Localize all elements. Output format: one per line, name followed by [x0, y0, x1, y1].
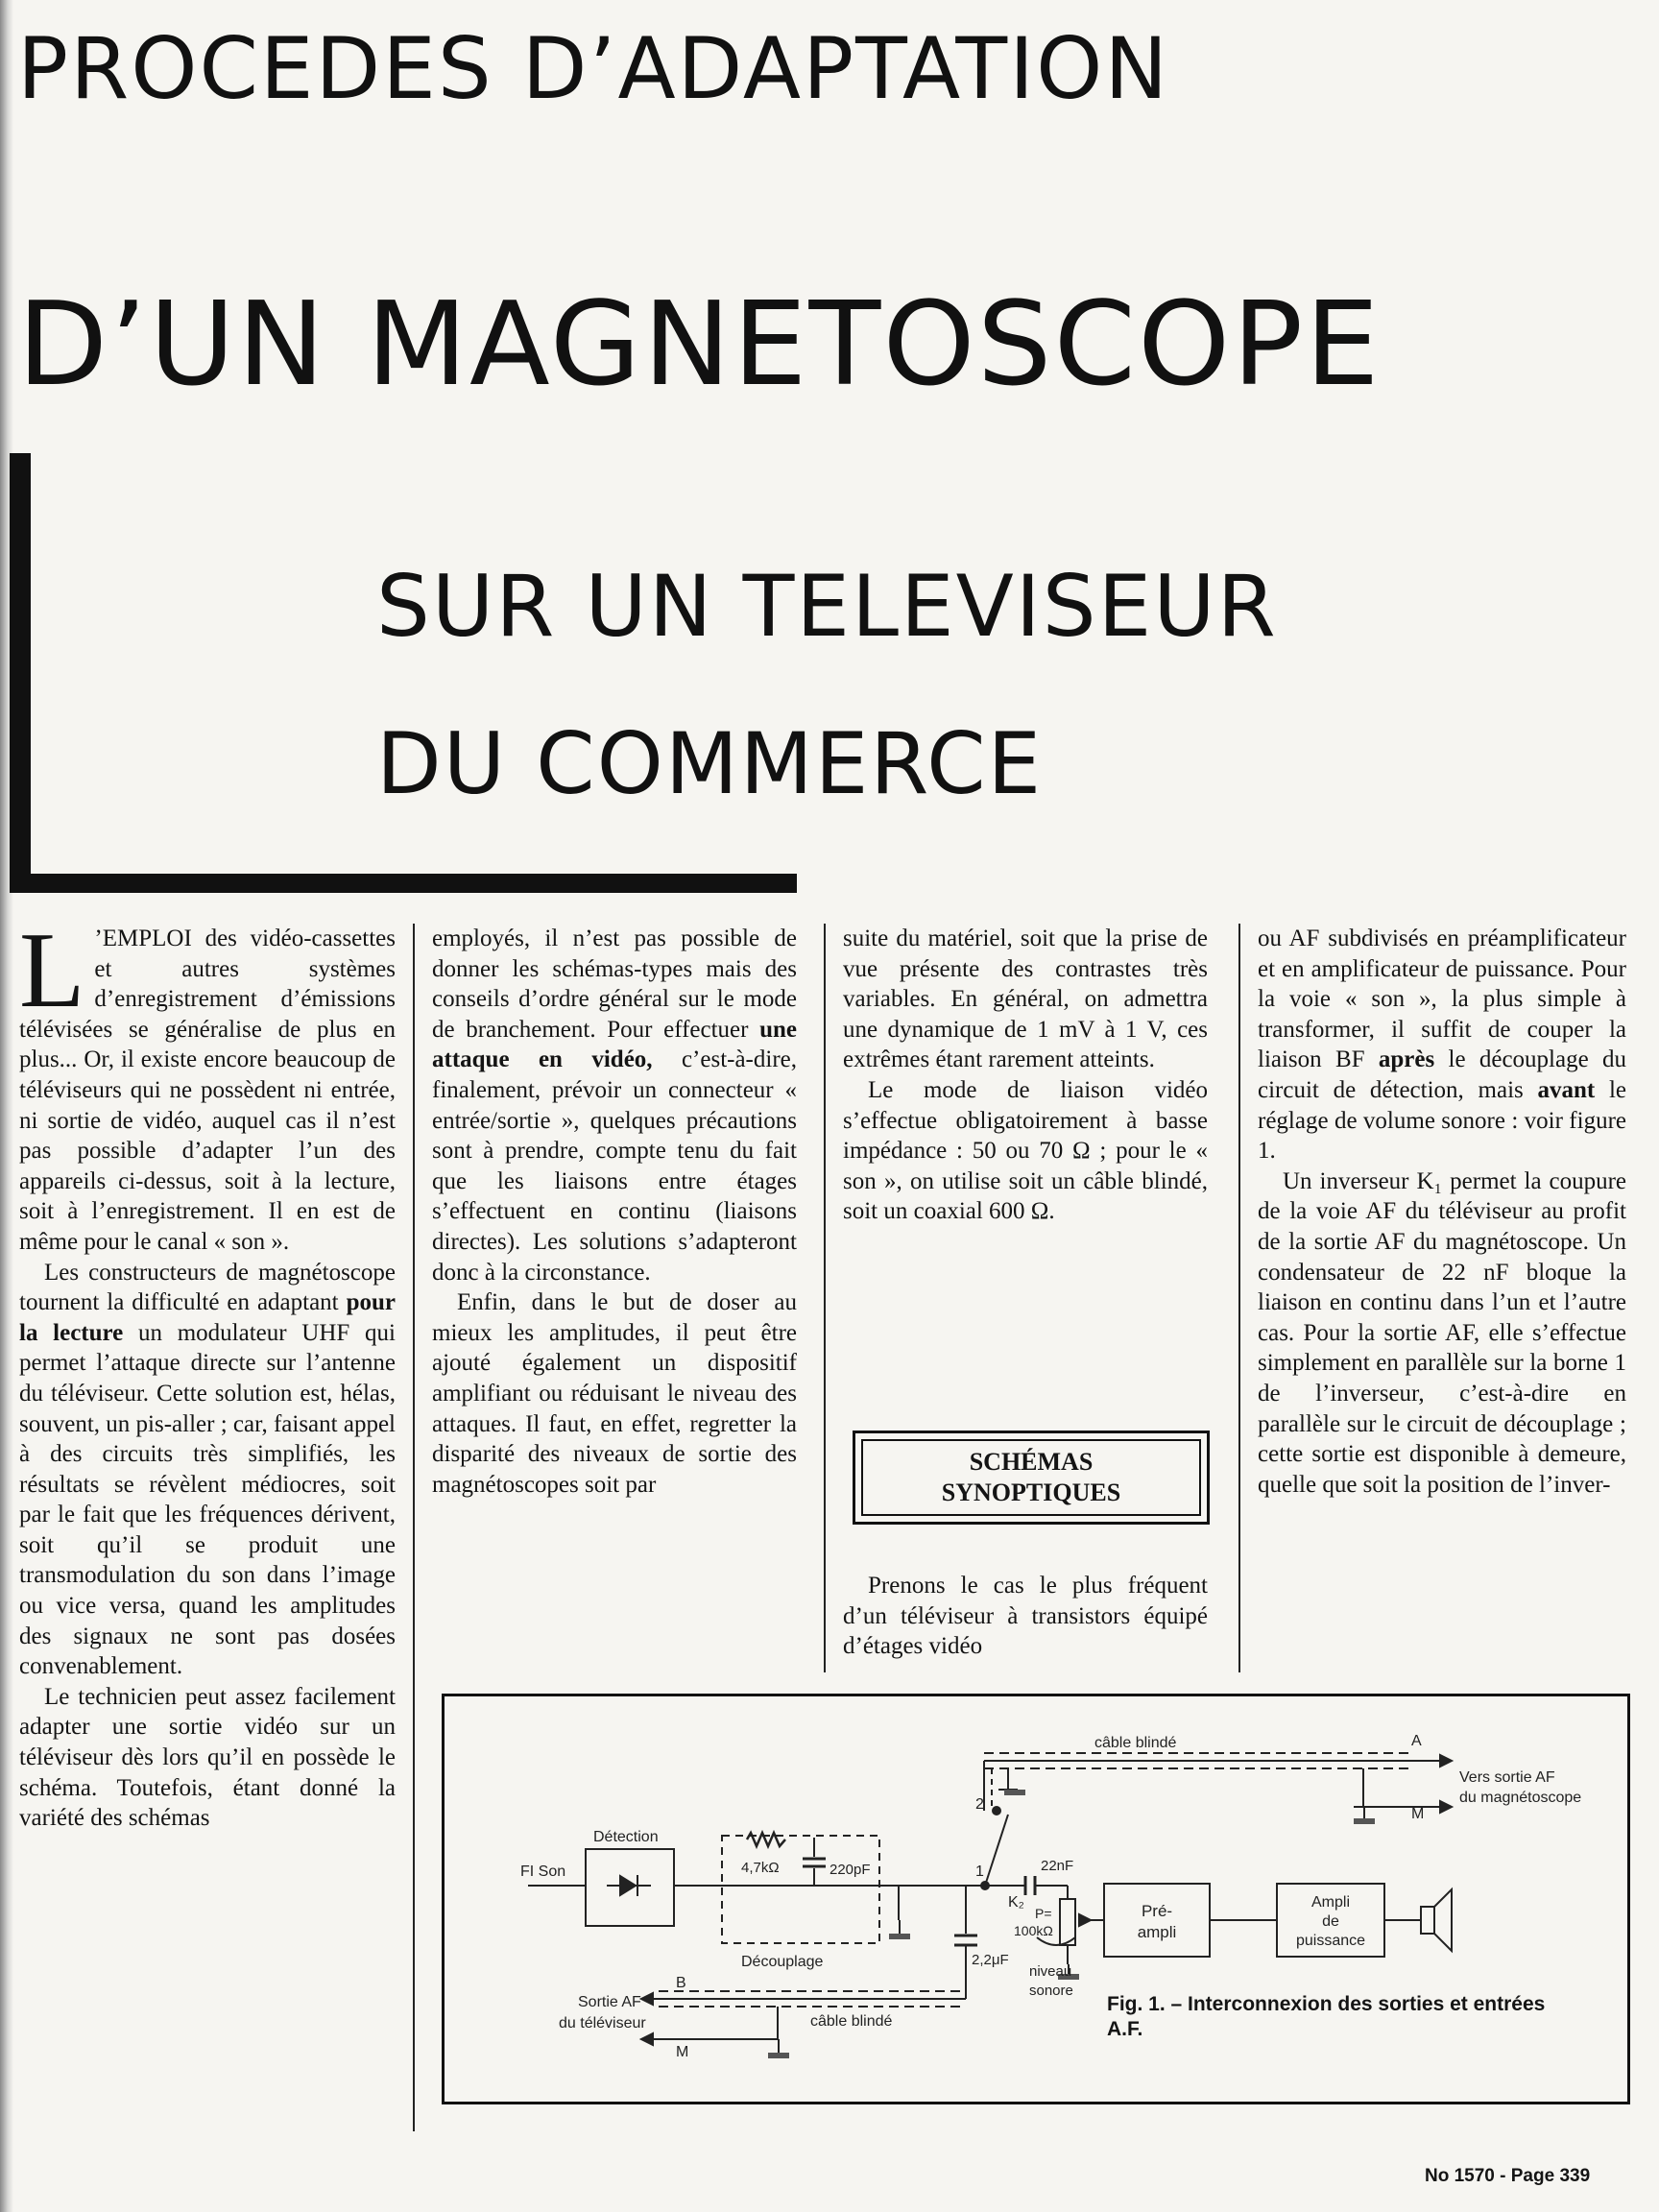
label-position-1: 1: [975, 1863, 984, 1880]
label-cable-top: câble blindé: [1094, 1735, 1177, 1751]
col4-paragraph-2: Un inverseur K₁ permet la coupure de la voie AF du téléviseur au profit de la sortie AF du magnétoscope. Un condensateur de 22 nF bloque la liaison en continu dans l’un et l’autre cas. Pour la sortie AF, elle s’effectue simplement en parallèle sur la borne 1 de l’inverseur, c’est-à-dire en parallèle sur le circuit de découplage ; cette sortie est disponible à demeure, quelle que soit la position de l’inver-: [1258, 1167, 1626, 1498]
col1-paragraph-3: Le technicien peut assez facilement adapter une sortie vidéo sur un téléviseur dès lors qu’il en possède le schéma. Toutefois, étant donné la variété des schémas: [19, 1683, 396, 1832]
title-line-4: DU COMMERCE: [376, 714, 1044, 813]
col1-p2-text-a: Les constructeurs de magnétoscope tournent la difficulté en adaptant: [19, 1259, 396, 1316]
label-niveau-1: niveau: [1029, 1963, 1072, 1980]
column-rule-3: [1238, 924, 1240, 1672]
label-pot-1: P=: [1035, 1906, 1052, 1921]
title-bracket-horizontal: [10, 874, 797, 893]
col3-paragraph-2: Le mode de liaison vidéo s’effectue obligatoirement à basse impédance : 50 ou 70 Ω ; pour le « son », on utilise soit un câble blindé, soit un coaxial 600 Ω.: [843, 1076, 1208, 1225]
label-resistor: 4,7kΩ: [741, 1860, 780, 1876]
label-k2: K₂: [1008, 1894, 1024, 1911]
column-2: [432, 924, 797, 1500]
col3-paragraph-1: suite du matériel, soit que la prise de vue présente des contrastes très variables. En général, on admettra une dynamique de 1 mV à 1 V, ces extrêmes étant rarement atteints.: [843, 926, 1208, 1073]
label-ampli-2: de: [1322, 1913, 1339, 1930]
column-rule-1: [413, 924, 415, 2131]
label-capacitor-22nf: 22nF: [1041, 1858, 1074, 1874]
col4-p1-text-a: ou AF subdivisés en préamplificateur et en amplificateur de puissance. Pour la voie « son », la plus simple à transformer, il suffit de couper la liaison BF: [1258, 926, 1626, 1073]
label-capacitor-220pf: 220pF: [830, 1862, 871, 1878]
title-line-1: PROCEDES D’ADAPTATION: [17, 19, 1170, 118]
label-decouplage: Découplage: [741, 1954, 824, 1970]
label-preampli-2: ampli: [1137, 1923, 1177, 1941]
col1-paragraph-1: [19, 911, 396, 1258]
col3-paragraph-3: Prenons le cas le plus fréquent d’un téléviseur à transistors équipé d’étages vidéo: [843, 1573, 1208, 1660]
section-heading-line-1: SCHÉMAS: [969, 1448, 1094, 1476]
figure-caption-line-2: A.F.: [1107, 2018, 1143, 2040]
drop-cap: L: [19, 911, 85, 1030]
label-detection: Détection: [593, 1829, 659, 1845]
circuit-diagram: [442, 1694, 1630, 2104]
label-vers-line2: du magnétoscope: [1459, 1790, 1582, 1806]
col1-p1-text: ’EMPLOI des vidéo-cassettes et autres systèmes d’enregistrement d’émissions télévisées se généralise de plus en plus... Or, il existe encore beaucoup de téléviseurs qui ne possèdent ni entrée, ni sortie de vidéo, auquel cas il n’est pas possible d’adapter l’un des appareils ci-dessus, soit à la lecture, soit à l’enregistrement. Il en est de même pour le canal « son ».: [19, 926, 396, 1255]
figure-caption-line-1: Fig. 1. – Interconnexion des sorties et entrées: [1107, 1993, 1546, 2015]
col4-p1-text-b: le découplage du circuit de détection, mais: [1258, 1046, 1627, 1103]
figure-caption: [1107, 1992, 1625, 2042]
label-preampli-1: Pré-: [1141, 1902, 1173, 1920]
title-bracket-vertical: [10, 453, 31, 893]
col1-paragraph-2: [19, 1258, 396, 1682]
title-line-3: SUR UN TELEVISEUR: [376, 557, 1278, 656]
label-niveau-2: sonore: [1029, 1983, 1073, 1999]
col2-paragraph-1: [432, 924, 797, 1287]
label-ampli-3: puissance: [1295, 1933, 1366, 1949]
column-3-continued: [843, 1571, 1208, 1662]
col1-p2-bold: pour la lecture: [19, 1289, 396, 1346]
label-sortie-2: du téléviseur: [559, 2015, 646, 2032]
column-3: [843, 924, 1208, 1227]
col2-p1-text-a: employés, il n’est pas possible de donner les schémas-types mais des conseils d’ordre général sur le mode de branchement. Pour effectuer: [432, 926, 797, 1043]
col4-p1-bold-1: après: [1378, 1046, 1435, 1073]
col2-p1-bold: une attaque en vidéo,: [432, 1016, 797, 1073]
label-ampli-1: Ampli: [1310, 1894, 1351, 1911]
column-4: [1258, 924, 1626, 1500]
label-cable-bot: câble blindé: [810, 2013, 893, 2030]
col1-p2-text-b: un modulateur UHF qui permet l’attaque directe sur l’antenne du téléviseur. Cette solution est, hélas, souvent, un pis-aller ; car, faisant appel à des circuits très simplifiés, les résultats se révèlent médiocres, soit par le fait que les fréquences dérivent, soit qu’il se produit une transmodulation du son dans l’image ou vice versa, quand les amplitudes des signaux ne sont pas dosées convenablement.: [19, 1319, 396, 1680]
column-rule-2: [824, 924, 826, 1672]
column-1: [19, 911, 396, 1834]
col2-p1-text-b: c’est-à-dire, finalement, prévoir un connecteur « entrée/sortie », quelques précautions sont à prendre, compte tenu du fait que les liaisons entre étages s’effectuent en continu (liaisons directes). Les solutions s’adapteront donc à la circonstance.: [432, 1046, 797, 1286]
page-footer: No 1570 - Page 339: [1425, 2166, 1591, 2186]
title-line-2: D’UN MAGNETOSCOPE: [17, 278, 1382, 412]
col4-paragraph-1: [1258, 924, 1626, 1166]
label-fi-son: FI Son: [520, 1863, 566, 1880]
label-sortie-1: Sortie AF: [578, 1994, 641, 2010]
col2-paragraph-2: Enfin, dans le but de doser au mieux les amplitudes, il peut être ajouté également un dispositif amplifiant ou réduisant le niveau des attaques. Il faut, en effet, regretter la disparité des niveaux de sortie des magnétoscopes soit par: [432, 1289, 797, 1498]
label-capacitor-2-2uf: 2,2μF: [972, 1952, 1009, 1968]
label-pin-b: B: [676, 1975, 686, 1991]
section-heading-line-2: SYNOPTIQUES: [941, 1479, 1121, 1506]
label-pot-2: 100kΩ: [1014, 1923, 1053, 1938]
label-pin-m-top: M: [1411, 1806, 1425, 1822]
label-pin-m-bot: M: [676, 2044, 689, 2060]
col4-p1-text-c: le réglage de volume sonore : voir figure 1.: [1258, 1076, 1626, 1165]
col4-p1-bold-2: avant: [1537, 1076, 1596, 1103]
section-heading-box: [853, 1431, 1210, 1525]
label-pin-a: A: [1411, 1733, 1422, 1749]
page-edge-shadow: [0, 0, 13, 2212]
label-vers-line1: Vers sortie AF: [1459, 1769, 1555, 1786]
label-position-2: 2: [975, 1796, 984, 1813]
